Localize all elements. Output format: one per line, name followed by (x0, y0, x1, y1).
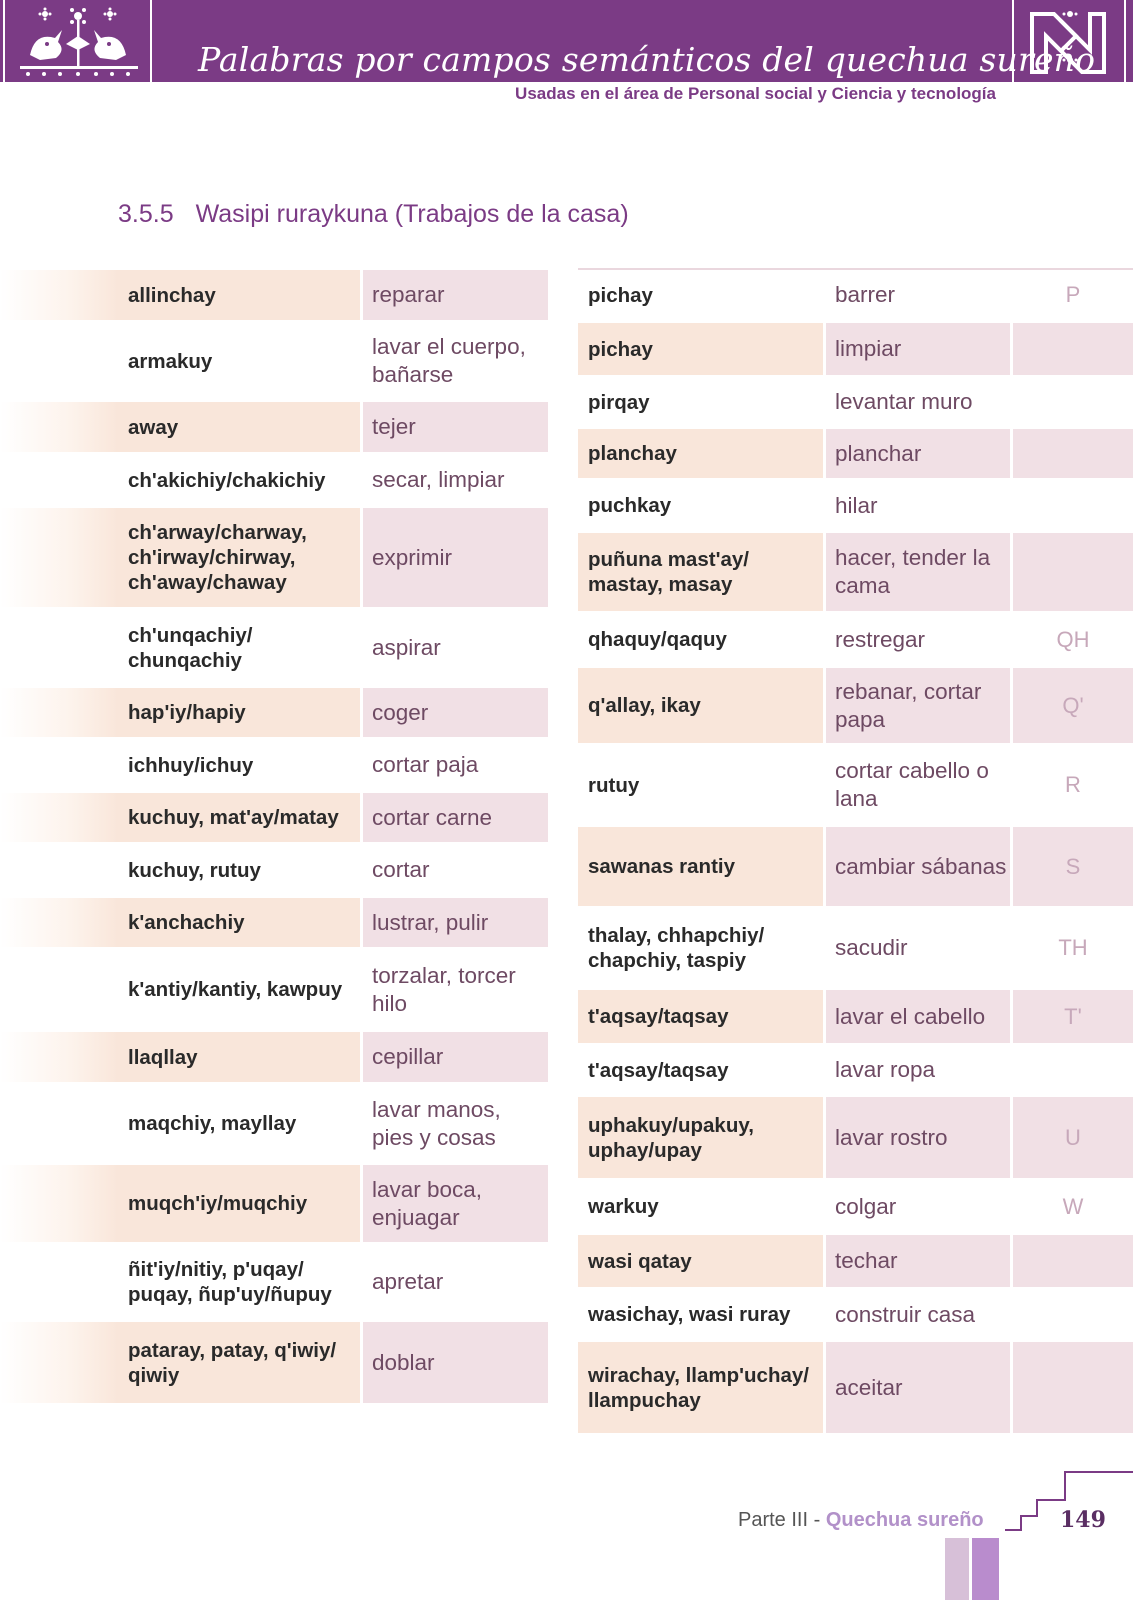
table-row (0, 429, 1133, 481)
quechua-text: qhaquy/qaquy (588, 628, 727, 651)
spanish-translation (826, 909, 1010, 987)
quechua-term (578, 1342, 823, 1433)
quechua-text: kuchuy, mat'ay/matay (128, 806, 339, 829)
spanish-text: lavar el cabello (835, 1003, 986, 1029)
header-left-ornament (0, 0, 158, 82)
letter-text: T' (1064, 1003, 1082, 1029)
footer-bar-dark (972, 1538, 999, 1600)
letter-text: U (1065, 1124, 1081, 1150)
spanish-translation (826, 827, 1010, 906)
quechua-text: warkuy (588, 1195, 659, 1218)
quechua-text: allinchay (128, 283, 216, 307)
quechua-term (578, 1046, 823, 1094)
spanish-text: exprimir (372, 544, 453, 570)
quechua-term (578, 909, 823, 987)
letter-index (1013, 990, 1133, 1043)
spanish-text: lustrar, pulir (372, 909, 489, 935)
letter-index (1013, 1342, 1133, 1433)
letter-index (1013, 1290, 1133, 1339)
embroidery-birds-icon (0, 0, 158, 82)
spanish-text: hacer, tender la cama (835, 545, 991, 598)
quechua-text: hap'iy/hapiy (128, 701, 246, 724)
letter-index (1013, 481, 1133, 530)
letter-index (1013, 1046, 1133, 1094)
quechua-term (578, 1097, 823, 1178)
quechua-term (578, 323, 823, 375)
spanish-translation (826, 378, 1010, 426)
table-row (0, 909, 1133, 990)
quechua-text: ñit'iy/nitiy, p'uqay/ puqay, ñup'uy/ñupuy (128, 1258, 332, 1306)
spanish-text: secar, limpiar (372, 467, 505, 492)
table-row (0, 614, 1133, 668)
spanish-translation (826, 990, 1010, 1043)
spanish-translation (826, 1097, 1010, 1178)
spanish-text: cortar (372, 857, 430, 882)
quechua-text: puchkay (588, 494, 672, 517)
spanish-text: doblar (372, 1349, 435, 1375)
letter-text: TH (1058, 935, 1088, 960)
quechua-text: away (128, 415, 179, 439)
letter-text: Q' (1062, 692, 1084, 718)
spanish-text: sacudir (835, 935, 908, 960)
letter-text: W (1062, 1193, 1084, 1219)
table-row (0, 1290, 1133, 1342)
header-subtitle: Usadas en el área de Personal social y Ciencia y tecnología (515, 84, 996, 103)
quechua-term (578, 481, 823, 530)
spanish-translation (826, 270, 1010, 320)
letter-index (1013, 323, 1133, 375)
quechua-text: llaqllay (128, 1045, 198, 1069)
spanish-text: apretar (372, 1269, 444, 1294)
spanish-text: aspirar (372, 634, 441, 660)
quechua-term (578, 746, 823, 824)
table-row (0, 270, 1133, 323)
letter-index (1013, 1235, 1133, 1287)
quechua-text: pichay (588, 337, 653, 361)
letter-index (1013, 614, 1133, 665)
quechua-term (578, 429, 823, 478)
spanish-translation (826, 1235, 1010, 1287)
table-row (0, 1097, 1133, 1181)
spanish-translation (826, 1181, 1010, 1232)
section-number: 3.5.5 (118, 200, 174, 228)
spanish-translation (826, 1290, 1010, 1339)
quechua-text: wasi qatay (588, 1249, 692, 1273)
spanish-translation (826, 429, 1010, 478)
letter-index (1013, 1181, 1133, 1232)
spanish-translation (826, 614, 1010, 665)
table-row (0, 481, 1133, 533)
quechua-text: t'aqsay/taqsay (588, 1005, 729, 1028)
footer-language: Quechua sureño (825, 1509, 984, 1531)
quechua-term (578, 1290, 823, 1339)
spanish-text: torzalar, torcer hilo (372, 962, 516, 1016)
quechua-text: wasichay, wasi ruray (588, 1303, 791, 1326)
spanish-translation (826, 746, 1010, 824)
quechua-term (578, 827, 823, 906)
letter-index (1013, 1097, 1133, 1178)
footer-part: Parte III - (738, 1509, 826, 1531)
quechua-text: sawanas rantiy (588, 855, 735, 878)
letter-text: P (1065, 282, 1081, 307)
spanish-text: cepillar (372, 1044, 444, 1069)
letter-text: R (1065, 772, 1081, 797)
letter-index (1013, 909, 1133, 987)
quechua-term (578, 1235, 823, 1287)
letter-index (1013, 429, 1133, 478)
quechua-text: rutuy (588, 773, 640, 797)
page-number: 149 (1060, 1507, 1106, 1533)
quechua-text: muqch'iy/muqchiy (128, 1192, 308, 1215)
table-row (0, 746, 1133, 827)
table-row (0, 990, 1133, 1046)
letter-text: QH (1056, 626, 1090, 652)
footer-step-decoration (1005, 1470, 1133, 1600)
letter-index (1013, 827, 1133, 906)
spanish-text: cambiar sábanas (835, 853, 1007, 879)
table-row (0, 1046, 1133, 1097)
spanish-translation (826, 668, 1010, 743)
spanish-text: limpiar (835, 336, 902, 361)
spanish-translation (826, 1046, 1010, 1094)
quechua-text: k'antiy/kantiy, kawpuy (128, 978, 343, 1001)
spanish-text: lavar boca, enjuagar (372, 1176, 483, 1230)
spanish-text: aceitar (835, 1374, 903, 1400)
spanish-text: coger (372, 699, 429, 725)
spanish-text: cortar paja (372, 752, 479, 777)
table-row (0, 1342, 1133, 1436)
spanish-text: barrer (835, 282, 896, 307)
table-row (0, 668, 1133, 746)
letter-index (1013, 668, 1133, 743)
spanish-translation (826, 481, 1010, 530)
quechua-text: t'aqsay/taqsay (588, 1058, 729, 1082)
spanish-text: tejer (372, 414, 416, 439)
spanish-text: restregar (835, 626, 926, 652)
table-row (0, 323, 1133, 378)
spanish-text: levantar muro (835, 389, 973, 414)
quechua-text: planchay (588, 442, 677, 465)
footer-bar-light (945, 1538, 969, 1600)
spanish-text: techar (835, 1248, 898, 1273)
spanish-text: construir casa (835, 1301, 976, 1327)
letter-text: S (1065, 853, 1081, 879)
quechua-term (578, 378, 823, 426)
letter-index (1013, 270, 1133, 320)
quechua-text: ichhuy/ichuy (128, 753, 254, 777)
quechua-text: maqchiy, mayllay (128, 1112, 297, 1135)
quechua-text: wirachay, llamp'uchay/ llampuchay (588, 1363, 809, 1412)
quechua-term (578, 270, 823, 320)
spanish-text: lavar manos, pies y cosas (372, 1096, 501, 1150)
quechua-text: pataray, patay, q'iwiy/ qiwiy (128, 1338, 337, 1387)
quechua-text: ch'arway/charway, ch'irway/chirway, ch'away/chaway (128, 521, 307, 594)
letter-index (1013, 378, 1133, 426)
quechua-term (578, 533, 823, 611)
table-row (0, 378, 1133, 429)
spanish-text: rebanar, cortar papa (835, 678, 982, 732)
footer-part-label (738, 1509, 984, 1532)
header-title: Palabras por campos semánticos del quechua sureño (198, 40, 1096, 79)
quechua-term (578, 614, 823, 665)
quechua-term (578, 668, 823, 743)
quechua-text: uphakuy/upakuy, uphay/upay (588, 1113, 754, 1162)
spanish-text: reparar (372, 282, 445, 307)
spanish-text: planchar (835, 440, 922, 466)
spanish-text: lavar el cuerpo, bañarse (372, 334, 526, 387)
table-row (0, 827, 1133, 909)
quechua-text: puñuna mast'ay/ mastay, masay (588, 548, 749, 596)
spanish-text: lavar rostro (835, 1124, 948, 1150)
letter-index (1013, 746, 1133, 824)
quechua-text: ch'unqachiy/ chunqachiy (128, 623, 253, 672)
spanish-translation (826, 1342, 1010, 1433)
quechua-text: q'allay, ikay (588, 694, 701, 717)
quechua-text: kuchuy, rutuy (128, 858, 261, 882)
quechua-text: thalay, chhapchiy/ chapchiy, taspiy (588, 924, 765, 972)
right-table-top-rule (578, 268, 1133, 270)
page-header (0, 0, 1133, 82)
table-row (0, 1181, 1133, 1235)
spanish-text: cortar cabello o lana (835, 758, 989, 811)
quechua-text: pirqay (588, 390, 650, 414)
spanish-translation (826, 533, 1010, 611)
table-row (0, 1235, 1133, 1290)
section-heading: Wasipi ruraykuna (Trabajos de la casa) (195, 200, 629, 228)
spanish-text: cortar carne (372, 804, 493, 830)
spanish-text: colgar (835, 1193, 897, 1219)
quechua-text: armakuy (128, 349, 213, 373)
spanish-translation (826, 323, 1010, 375)
table-row (0, 533, 1133, 614)
section-title (118, 200, 629, 229)
quechua-term (578, 990, 823, 1043)
spanish-text: hilar (835, 492, 878, 518)
quechua-text: k'anchachiy (128, 911, 245, 934)
letter-index (1013, 533, 1133, 611)
quechua-text: pichay (588, 283, 653, 307)
quechua-term (578, 1181, 823, 1232)
quechua-text: ch'akichiy/chakichiy (128, 468, 326, 492)
spanish-text: lavar ropa (835, 1057, 936, 1082)
